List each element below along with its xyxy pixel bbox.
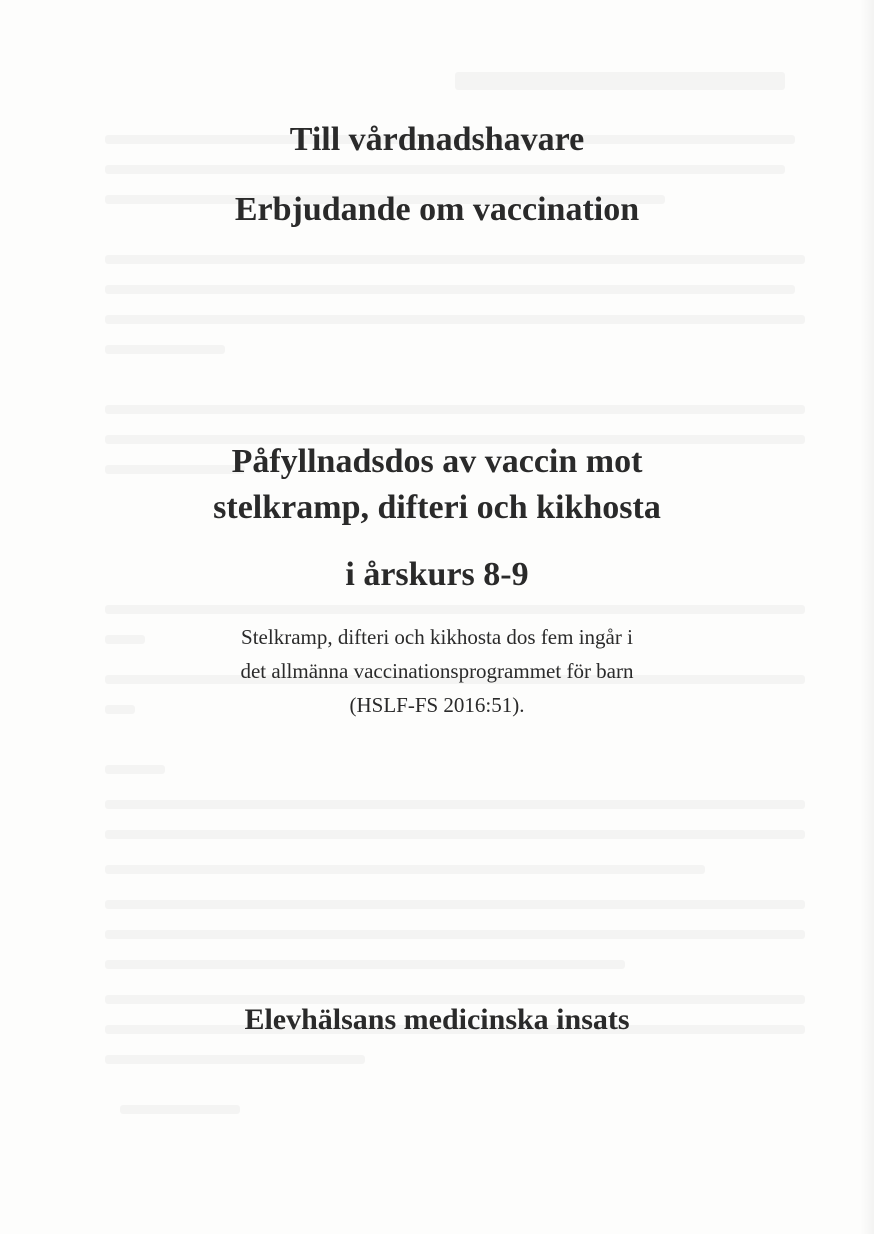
title-line-offer: Erbjudande om vaccination xyxy=(234,191,640,228)
page-edge-shadow xyxy=(860,0,874,1234)
footer-heading: Elevhälsans medicinska insats xyxy=(244,1003,630,1036)
title-line-recipient: Till vårdnadshavare xyxy=(289,121,585,158)
main-heading-line-3: i årskurs 8-9 xyxy=(345,556,529,593)
body-text-line: Stelkramp, difteri och kikhosta dos fem ingår i xyxy=(241,625,633,649)
main-heading-line-1: Påfyllnadsdos av vaccin mot xyxy=(231,443,643,480)
main-heading-line-2: stelkramp, difteri och kikhosta xyxy=(213,489,661,526)
body-text xyxy=(0,620,874,722)
body-text-line: (HSLF-FS 2016:51). xyxy=(349,693,525,717)
body-text-line: det allmänna vaccinationsprogrammet för barn xyxy=(240,659,634,683)
